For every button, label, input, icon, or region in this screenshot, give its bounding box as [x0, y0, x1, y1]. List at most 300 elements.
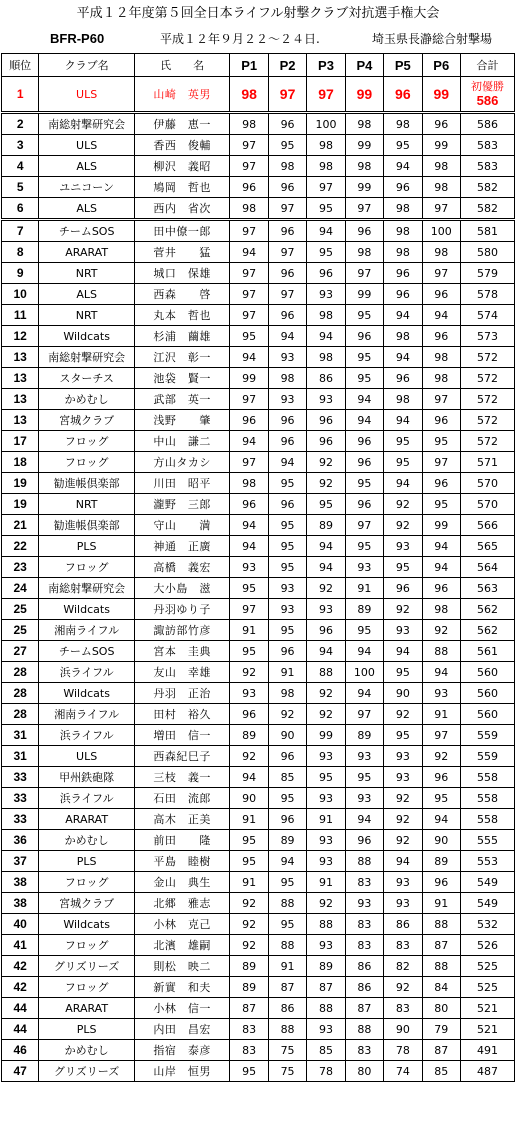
- score-p2-cell: 93: [268, 599, 306, 620]
- score-p1-cell: 96: [230, 494, 268, 515]
- score-p6-cell: 80: [422, 998, 460, 1019]
- rank-cell: 33: [2, 809, 39, 830]
- score-p3-cell: 91: [307, 809, 345, 830]
- club-cell: 湘南ライフル: [39, 704, 135, 725]
- total-cell: 562: [460, 599, 514, 620]
- score-p1-cell: 92: [230, 662, 268, 683]
- score-p1-cell: 94: [230, 347, 268, 368]
- score-p2-cell: 88: [268, 1019, 306, 1040]
- score-p1-cell: 98: [230, 113, 268, 135]
- score-p2-cell: 88: [268, 893, 306, 914]
- winner-score-p4: 99: [345, 77, 383, 113]
- club-cell: ALS: [39, 284, 135, 305]
- score-p4-cell: 86: [345, 977, 383, 998]
- rank-cell: 25: [2, 599, 39, 620]
- score-p6-cell: 94: [422, 557, 460, 578]
- rank-cell: 36: [2, 830, 39, 851]
- name-cell: 杉浦 繭雄: [134, 326, 230, 347]
- score-p1-cell: 89: [230, 977, 268, 998]
- score-p1-cell: 94: [230, 767, 268, 788]
- score-p1-cell: 90: [230, 788, 268, 809]
- score-p6-cell: 92: [422, 620, 460, 641]
- winner-score-p2: 97: [268, 77, 306, 113]
- score-p5-cell: 94: [384, 410, 422, 431]
- winner-name: 山崎 英男: [134, 77, 230, 113]
- score-p6-cell: 91: [422, 893, 460, 914]
- total-cell: 580: [460, 242, 514, 263]
- table-row: [2, 389, 515, 410]
- score-p5-cell: 83: [384, 935, 422, 956]
- rank-cell: 6: [2, 198, 39, 220]
- score-p4-cell: 96: [345, 830, 383, 851]
- winner-row: [2, 77, 515, 113]
- score-p1-cell: 91: [230, 809, 268, 830]
- score-p6-cell: 99: [422, 515, 460, 536]
- score-p5-cell: 92: [384, 830, 422, 851]
- score-p1-cell: 94: [230, 431, 268, 452]
- rank-cell: 18: [2, 452, 39, 473]
- score-p5-cell: 93: [384, 872, 422, 893]
- score-p3-cell: 92: [307, 578, 345, 599]
- name-cell: 中山 謙二: [134, 431, 230, 452]
- score-p5-cell: 92: [384, 977, 422, 998]
- score-p2-cell: 95: [268, 515, 306, 536]
- table-row: [2, 177, 515, 198]
- club-cell: Wildcats: [39, 683, 135, 704]
- score-p3-cell: 85: [307, 1040, 345, 1061]
- rank-cell: 41: [2, 935, 39, 956]
- score-p5-cell: 93: [384, 536, 422, 557]
- score-p4-cell: 95: [345, 767, 383, 788]
- score-p6-cell: 85: [422, 1061, 460, 1082]
- score-p2-cell: 95: [268, 557, 306, 578]
- score-p2-cell: 97: [268, 284, 306, 305]
- score-p4-cell: 96: [345, 326, 383, 347]
- score-p2-cell: 93: [268, 347, 306, 368]
- score-p4-cell: 83: [345, 914, 383, 935]
- score-p2-cell: 95: [268, 872, 306, 893]
- club-cell: フロッグ: [39, 872, 135, 893]
- score-p2-cell: 90: [268, 725, 306, 746]
- score-p5-cell: 98: [384, 113, 422, 135]
- table-row: [2, 113, 515, 135]
- winner-score-p1: 98: [230, 77, 268, 113]
- club-cell: フロッグ: [39, 557, 135, 578]
- score-p3-cell: 78: [307, 1061, 345, 1082]
- score-p3-cell: 87: [307, 977, 345, 998]
- table-row: [2, 220, 515, 242]
- name-cell: 諏訪部竹彦: [134, 620, 230, 641]
- rank-cell: 22: [2, 536, 39, 557]
- score-p3-cell: 93: [307, 788, 345, 809]
- score-p2-cell: 98: [268, 368, 306, 389]
- club-cell: チームSOS: [39, 220, 135, 242]
- score-p4-cell: 96: [345, 220, 383, 242]
- club-cell: かめむし: [39, 830, 135, 851]
- score-p1-cell: 96: [230, 410, 268, 431]
- name-cell: 西森 啓: [134, 284, 230, 305]
- score-p3-cell: 95: [307, 198, 345, 220]
- name-cell: 伊藤 恵一: [134, 113, 230, 135]
- score-p5-cell: 94: [384, 305, 422, 326]
- club-cell: NRT: [39, 494, 135, 515]
- score-p6-cell: 97: [422, 725, 460, 746]
- club-cell: ALS: [39, 198, 135, 220]
- total-cell: 561: [460, 641, 514, 662]
- score-p3-cell: 93: [307, 284, 345, 305]
- score-p6-cell: 94: [422, 305, 460, 326]
- total-cell: 579: [460, 263, 514, 284]
- score-p6-cell: 88: [422, 956, 460, 977]
- name-cell: 神通 正廣: [134, 536, 230, 557]
- total-cell: 582: [460, 177, 514, 198]
- club-cell: グリズリーズ: [39, 956, 135, 977]
- name-cell: 西内 省次: [134, 198, 230, 220]
- score-p1-cell: 97: [230, 135, 268, 156]
- score-p1-cell: 97: [230, 284, 268, 305]
- col-header-p6: P6: [422, 54, 460, 77]
- score-p1-cell: 96: [230, 177, 268, 198]
- score-p5-cell: 83: [384, 998, 422, 1019]
- score-p5-cell: 86: [384, 914, 422, 935]
- score-p2-cell: 96: [268, 410, 306, 431]
- club-cell: NRT: [39, 305, 135, 326]
- score-p2-cell: 88: [268, 935, 306, 956]
- rank-cell: 42: [2, 956, 39, 977]
- score-p1-cell: 97: [230, 599, 268, 620]
- table-row: [2, 536, 515, 557]
- name-cell: 菅井 猛: [134, 242, 230, 263]
- table-row: [2, 1061, 515, 1082]
- club-cell: フロッグ: [39, 977, 135, 998]
- score-p3-cell: 98: [307, 156, 345, 177]
- name-cell: 丸本 哲也: [134, 305, 230, 326]
- name-cell: 田村 裕久: [134, 704, 230, 725]
- club-cell: フロッグ: [39, 431, 135, 452]
- rank-cell: 37: [2, 851, 39, 872]
- score-p3-cell: 100: [307, 113, 345, 135]
- name-cell: 北濱 雄嗣: [134, 935, 230, 956]
- score-p3-cell: 95: [307, 494, 345, 515]
- score-p5-cell: 95: [384, 452, 422, 473]
- score-p4-cell: 94: [345, 683, 383, 704]
- score-p3-cell: 86: [307, 368, 345, 389]
- score-p1-cell: 97: [230, 220, 268, 242]
- rank-cell: 27: [2, 641, 39, 662]
- score-p2-cell: 92: [268, 704, 306, 725]
- score-p2-cell: 86: [268, 998, 306, 1019]
- score-p4-cell: 97: [345, 515, 383, 536]
- score-p6-cell: 97: [422, 389, 460, 410]
- rank-cell: 19: [2, 473, 39, 494]
- winner-score-p5: 96: [384, 77, 422, 113]
- score-p1-cell: 93: [230, 683, 268, 704]
- score-p6-cell: 96: [422, 872, 460, 893]
- table-row: [2, 242, 515, 263]
- score-p3-cell: 92: [307, 452, 345, 473]
- score-p3-cell: 88: [307, 662, 345, 683]
- score-p6-cell: 97: [422, 452, 460, 473]
- score-p1-cell: 93: [230, 557, 268, 578]
- score-p4-cell: 96: [345, 452, 383, 473]
- club-cell: Wildcats: [39, 326, 135, 347]
- rank-cell: 38: [2, 872, 39, 893]
- score-p3-cell: 89: [307, 515, 345, 536]
- total-cell: 558: [460, 767, 514, 788]
- name-cell: 則松 映二: [134, 956, 230, 977]
- table-row: [2, 557, 515, 578]
- score-p6-cell: 91: [422, 704, 460, 725]
- total-cell: 521: [460, 1019, 514, 1040]
- score-p2-cell: 96: [268, 263, 306, 284]
- score-p5-cell: 92: [384, 599, 422, 620]
- score-p2-cell: 96: [268, 177, 306, 198]
- score-p1-cell: 97: [230, 263, 268, 284]
- rank-cell: 46: [2, 1040, 39, 1061]
- score-p2-cell: 96: [268, 746, 306, 767]
- score-p2-cell: 94: [268, 452, 306, 473]
- total-cell: 566: [460, 515, 514, 536]
- name-cell: 宮本 圭典: [134, 641, 230, 662]
- score-p5-cell: 92: [384, 494, 422, 515]
- score-p4-cell: 100: [345, 662, 383, 683]
- name-cell: 池袋 賢一: [134, 368, 230, 389]
- score-p3-cell: 95: [307, 242, 345, 263]
- score-p3-cell: 97: [307, 177, 345, 198]
- total-cell: 565: [460, 536, 514, 557]
- name-cell: 三枝 義一: [134, 767, 230, 788]
- total-cell: 573: [460, 326, 514, 347]
- score-p3-cell: 94: [307, 220, 345, 242]
- score-p3-cell: 89: [307, 956, 345, 977]
- rank-cell: 10: [2, 284, 39, 305]
- rank-cell: 24: [2, 578, 39, 599]
- name-cell: 田中僚一郎: [134, 220, 230, 242]
- score-p6-cell: 95: [422, 431, 460, 452]
- total-cell: 560: [460, 662, 514, 683]
- total-cell: 572: [460, 347, 514, 368]
- score-p6-cell: 98: [422, 368, 460, 389]
- table-row: [2, 767, 515, 788]
- score-p2-cell: 93: [268, 389, 306, 410]
- table-row: [2, 326, 515, 347]
- name-cell: 小林 克己: [134, 914, 230, 935]
- score-p2-cell: 94: [268, 326, 306, 347]
- score-p5-cell: 96: [384, 263, 422, 284]
- score-p2-cell: 96: [268, 641, 306, 662]
- score-p2-cell: 89: [268, 830, 306, 851]
- score-p5-cell: 92: [384, 788, 422, 809]
- score-p5-cell: 98: [384, 242, 422, 263]
- table-row: [2, 1040, 515, 1061]
- total-cell: 559: [460, 725, 514, 746]
- club-cell: スターチス: [39, 368, 135, 389]
- table-row: [2, 872, 515, 893]
- rank-cell: 3: [2, 135, 39, 156]
- score-p5-cell: 94: [384, 641, 422, 662]
- score-p4-cell: 93: [345, 788, 383, 809]
- club-cell: フロッグ: [39, 452, 135, 473]
- score-p6-cell: 98: [422, 156, 460, 177]
- name-cell: 新實 和夫: [134, 977, 230, 998]
- rank-cell: 7: [2, 220, 39, 242]
- table-row: [2, 452, 515, 473]
- club-cell: 南総射撃研究会: [39, 347, 135, 368]
- score-p6-cell: 84: [422, 977, 460, 998]
- score-p4-cell: 94: [345, 641, 383, 662]
- rank-cell: 4: [2, 156, 39, 177]
- score-p5-cell: 98: [384, 198, 422, 220]
- score-p6-cell: 96: [422, 578, 460, 599]
- score-p4-cell: 88: [345, 1019, 383, 1040]
- table-row: [2, 746, 515, 767]
- score-p4-cell: 95: [345, 368, 383, 389]
- name-cell: 柳沢 義昭: [134, 156, 230, 177]
- score-p1-cell: 89: [230, 956, 268, 977]
- score-p5-cell: 92: [384, 809, 422, 830]
- table-row: [2, 641, 515, 662]
- score-p3-cell: 93: [307, 830, 345, 851]
- score-p6-cell: 93: [422, 683, 460, 704]
- name-cell: 指宿 泰彦: [134, 1040, 230, 1061]
- score-p6-cell: 96: [422, 326, 460, 347]
- score-p5-cell: 98: [384, 389, 422, 410]
- winner-score-p6: 99: [422, 77, 460, 113]
- col-header-total: 合計: [460, 54, 514, 77]
- score-p1-cell: 92: [230, 746, 268, 767]
- score-p6-cell: 79: [422, 1019, 460, 1040]
- col-header-p5: P5: [384, 54, 422, 77]
- score-p3-cell: 98: [307, 305, 345, 326]
- score-p2-cell: 96: [268, 809, 306, 830]
- score-p6-cell: 96: [422, 284, 460, 305]
- score-p5-cell: 94: [384, 156, 422, 177]
- club-cell: 湘南ライフル: [39, 620, 135, 641]
- table-row: [2, 956, 515, 977]
- rank-cell: 11: [2, 305, 39, 326]
- club-cell: 南総射撃研究会: [39, 113, 135, 135]
- score-p6-cell: 88: [422, 641, 460, 662]
- score-p3-cell: 94: [307, 326, 345, 347]
- rank-cell: 44: [2, 1019, 39, 1040]
- club-cell: PLS: [39, 851, 135, 872]
- score-p1-cell: 95: [230, 326, 268, 347]
- rank-cell: 28: [2, 704, 39, 725]
- club-cell: ユニコーン: [39, 177, 135, 198]
- rank-cell: 42: [2, 977, 39, 998]
- club-cell: フロッグ: [39, 935, 135, 956]
- score-p3-cell: 96: [307, 410, 345, 431]
- club-cell: 浜ライフル: [39, 725, 135, 746]
- score-p1-cell: 99: [230, 368, 268, 389]
- score-p4-cell: 97: [345, 198, 383, 220]
- total-cell: 525: [460, 977, 514, 998]
- table-row: [2, 998, 515, 1019]
- name-cell: 城口 保雄: [134, 263, 230, 284]
- table-row: [2, 410, 515, 431]
- table-row: [2, 662, 515, 683]
- score-p2-cell: 95: [268, 135, 306, 156]
- name-cell: 高木 正美: [134, 809, 230, 830]
- score-p6-cell: 96: [422, 767, 460, 788]
- score-p5-cell: 90: [384, 683, 422, 704]
- score-p6-cell: 94: [422, 536, 460, 557]
- score-p6-cell: 98: [422, 347, 460, 368]
- club-cell: 南総射撃研究会: [39, 578, 135, 599]
- rank-cell: 28: [2, 683, 39, 704]
- score-p5-cell: 92: [384, 704, 422, 725]
- score-p6-cell: 98: [422, 599, 460, 620]
- total-cell: 526: [460, 935, 514, 956]
- score-p1-cell: 98: [230, 198, 268, 220]
- rank-cell: 5: [2, 177, 39, 198]
- score-p4-cell: 93: [345, 746, 383, 767]
- score-p5-cell: 95: [384, 135, 422, 156]
- score-p3-cell: 94: [307, 641, 345, 662]
- score-p4-cell: 86: [345, 956, 383, 977]
- score-p4-cell: 98: [345, 156, 383, 177]
- score-p4-cell: 94: [345, 389, 383, 410]
- score-p1-cell: 83: [230, 1019, 268, 1040]
- score-p5-cell: 98: [384, 326, 422, 347]
- total-cell: 582: [460, 198, 514, 220]
- total-cell: 563: [460, 578, 514, 599]
- score-p3-cell: 96: [307, 263, 345, 284]
- club-cell: 宮城クラブ: [39, 893, 135, 914]
- total-cell: 583: [460, 156, 514, 177]
- club-cell: ALS: [39, 156, 135, 177]
- score-p5-cell: 94: [384, 851, 422, 872]
- score-p3-cell: 98: [307, 347, 345, 368]
- total-cell: 564: [460, 557, 514, 578]
- score-p5-cell: 93: [384, 746, 422, 767]
- header-row: [2, 54, 515, 77]
- score-p1-cell: 92: [230, 914, 268, 935]
- score-p4-cell: 87: [345, 998, 383, 1019]
- score-p5-cell: 96: [384, 368, 422, 389]
- score-p3-cell: 95: [307, 767, 345, 788]
- score-p3-cell: 93: [307, 746, 345, 767]
- score-p2-cell: 95: [268, 536, 306, 557]
- score-p3-cell: 93: [307, 935, 345, 956]
- score-p3-cell: 93: [307, 851, 345, 872]
- score-p4-cell: 96: [345, 431, 383, 452]
- score-p6-cell: 98: [422, 242, 460, 263]
- name-cell: 平島 睦樹: [134, 851, 230, 872]
- score-p2-cell: 95: [268, 788, 306, 809]
- score-p5-cell: 94: [384, 347, 422, 368]
- score-p4-cell: 98: [345, 113, 383, 135]
- total-cell: 549: [460, 893, 514, 914]
- name-cell: 丹羽ゆり子: [134, 599, 230, 620]
- score-p4-cell: 89: [345, 725, 383, 746]
- score-p3-cell: 94: [307, 557, 345, 578]
- total-cell: 558: [460, 788, 514, 809]
- col-header-p2: P2: [268, 54, 306, 77]
- table-row: [2, 599, 515, 620]
- score-p4-cell: 83: [345, 872, 383, 893]
- name-cell: 江沢 彰一: [134, 347, 230, 368]
- table-row: [2, 494, 515, 515]
- col-header-club: クラブ名: [39, 54, 135, 77]
- score-p5-cell: 96: [384, 578, 422, 599]
- club-cell: 甲州鉄砲隊: [39, 767, 135, 788]
- score-p2-cell: 75: [268, 1061, 306, 1082]
- score-p2-cell: 96: [268, 305, 306, 326]
- score-p3-cell: 92: [307, 473, 345, 494]
- table-row: [2, 515, 515, 536]
- event-venue: 埼玉県長瀞総合射撃場: [372, 32, 493, 46]
